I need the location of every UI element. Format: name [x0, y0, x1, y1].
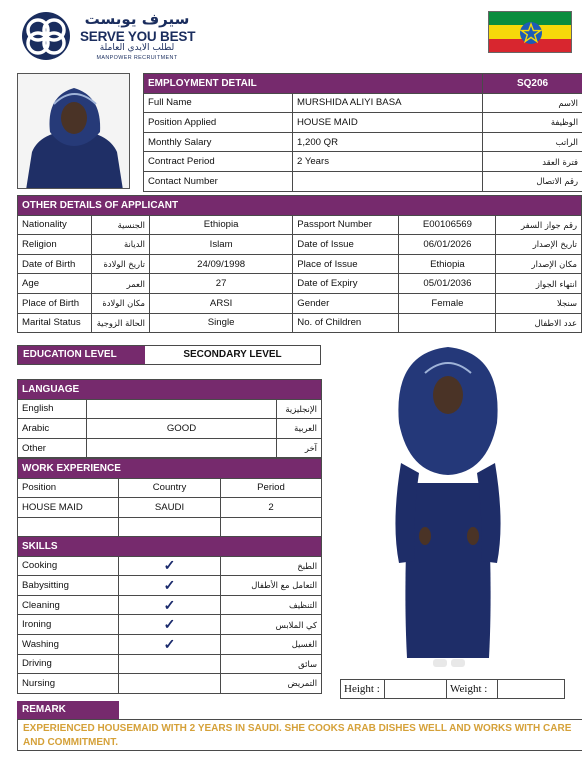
detail-label-arabic: تاريخ الولادة [92, 254, 150, 274]
skills-title: SKILLS [18, 537, 322, 557]
skill-name: Ironing [18, 615, 119, 635]
detail-label: Date of Birth [18, 254, 92, 274]
employment-label-arabic: الوظيفة [483, 113, 582, 133]
skill-check-cell [119, 634, 221, 654]
other-details-table [17, 195, 582, 333]
skill-name-arabic: كي الملابس [221, 615, 322, 635]
language-name: English [18, 399, 87, 419]
detail-label: Passport Number [293, 215, 399, 235]
work-experience-row [18, 517, 322, 537]
skill-name: Cleaning [18, 595, 119, 615]
skill-row [18, 654, 322, 674]
other-details-row [18, 274, 582, 294]
height-weight-row [340, 679, 565, 699]
detail-label-arabic: الجنسية [92, 215, 150, 235]
detail-label-arabic: مكان الإصدار [496, 254, 582, 274]
detail-label: Place of Issue [293, 254, 399, 274]
detail-label-arabic: رقم جواز السفر [496, 215, 582, 235]
applicant-portrait-photo [17, 73, 130, 189]
work-experience-title: WORK EXPERIENCE [18, 459, 322, 479]
employment-label: Full Name [144, 93, 293, 113]
work-country [119, 517, 221, 537]
skill-row [18, 674, 322, 694]
work-header-position: Position [18, 478, 119, 498]
detail-value: Single [149, 313, 292, 333]
detail-label-arabic: العمر [92, 274, 150, 294]
language-name: Other [18, 438, 87, 458]
other-details-row [18, 254, 582, 274]
other-details-row [18, 293, 582, 313]
other-details-row [18, 235, 582, 255]
work-country: SAUDI [119, 498, 221, 518]
skill-name: Babysitting [18, 576, 119, 596]
employment-label-arabic: الاسم [483, 93, 582, 113]
work-experience-row [18, 498, 322, 518]
skill-name-arabic: الغسيل [221, 634, 322, 654]
remark-text: EXPERIENCED HOUSEMAID WITH 2 YEARS IN SAUDI. SHE COOKS ARAB DISHES WELL AND WORKS WITH CARE AND COMMITMENT. [17, 719, 582, 751]
work-position [18, 517, 119, 537]
employment-row [144, 152, 582, 172]
employment-row [144, 171, 582, 191]
employment-value: HOUSE MAID [293, 113, 483, 133]
detail-value: Female [399, 293, 496, 313]
skill-name-arabic: التنظيف [221, 595, 322, 615]
employment-detail-table [143, 73, 582, 192]
detail-label-arabic: عدد الاطفال [496, 313, 582, 333]
other-details-row [18, 215, 582, 235]
checkmark-icon: ✓ [163, 576, 176, 593]
language-row [18, 419, 322, 439]
language-row [18, 438, 322, 458]
detail-label-arabic: سنجلا [496, 293, 582, 313]
language-row [18, 399, 322, 419]
employment-detail-title: EMPLOYMENT DETAIL [144, 74, 483, 94]
skill-row [18, 595, 322, 615]
work-period [221, 517, 322, 537]
skill-check-cell [119, 654, 221, 674]
skill-row [18, 615, 322, 635]
employment-label-arabic: الراتب [483, 132, 582, 152]
skill-row [18, 634, 322, 654]
language-level: GOOD [87, 419, 277, 439]
language-name-arabic: آخر [277, 438, 322, 458]
employment-label: Contact Number [144, 171, 293, 191]
logo-arabic-subtitle: لطلب الايدي العاملة [99, 43, 175, 53]
skill-name-arabic: التمريض [221, 674, 322, 694]
detail-label: Gender [293, 293, 399, 313]
language-name-arabic: العربية [277, 419, 322, 439]
detail-label: Marital Status [18, 313, 92, 333]
skill-check-cell [119, 595, 221, 615]
detail-label-arabic: تاريخ الإصدار [496, 235, 582, 255]
skill-name: Washing [18, 634, 119, 654]
detail-value: Ethiopia [399, 254, 496, 274]
checkmark-icon: ✓ [163, 596, 176, 613]
skills-table [17, 536, 322, 694]
employment-value: 1,200 QR [293, 132, 483, 152]
work-experience-table [17, 458, 322, 537]
detail-label-arabic: انتهاء الجواز [496, 274, 582, 294]
skill-name-arabic: الطبخ [221, 556, 322, 576]
height-label: Height : [341, 680, 385, 698]
remark-title: REMARK [17, 701, 119, 720]
other-details-row [18, 313, 582, 333]
detail-value [399, 313, 496, 333]
employment-label: Position Applied [144, 113, 293, 133]
education-level-label: EDUCATION LEVEL [18, 346, 145, 364]
detail-label: Religion [18, 235, 92, 255]
detail-value: ARSI [149, 293, 292, 313]
detail-value: Islam [149, 235, 292, 255]
work-header-country: Country [119, 478, 221, 498]
work-position: HOUSE MAID [18, 498, 119, 518]
detail-label-arabic: الديانة [92, 235, 150, 255]
checkmark-icon: ✓ [163, 616, 176, 633]
language-name: Arabic [18, 419, 87, 439]
skill-name: Driving [18, 654, 119, 674]
detail-label: Nationality [18, 215, 92, 235]
language-name-arabic: الإنجليزية [277, 399, 322, 419]
logo-tagline: MANPOWER RECRUITMENT [96, 55, 178, 61]
employment-row [144, 132, 582, 152]
detail-value: 24/09/1998 [149, 254, 292, 274]
height-value [385, 680, 447, 698]
skill-name-arabic: سائق [221, 654, 322, 674]
skill-check-cell [119, 674, 221, 694]
employment-value: MURSHIDA ALIYI BASA [293, 93, 483, 113]
applicant-full-body-photo [337, 333, 559, 678]
detail-label: Date of Expiry [293, 274, 399, 294]
work-period: 2 [221, 498, 322, 518]
employment-label: Monthly Salary [144, 132, 293, 152]
detail-value: E00106569 [399, 215, 496, 235]
weight-label: Weight : [447, 680, 498, 698]
detail-label-arabic: الحالة الزوجية [92, 313, 150, 333]
logo-arabic-name: سيرف يوبست [84, 10, 190, 28]
employment-value [293, 171, 483, 191]
language-level [87, 399, 277, 419]
education-level-row [17, 345, 321, 365]
ethiopia-flag [488, 11, 572, 53]
skill-row [18, 556, 322, 576]
other-details-title: OTHER DETAILS OF APPLICANT [18, 196, 582, 216]
skill-row [18, 576, 322, 596]
logo-company-name: SERVE YOU BEST [80, 29, 196, 44]
detail-value: 06/01/2026 [399, 235, 496, 255]
logo-knot-icon [18, 10, 74, 62]
skill-check-cell [119, 615, 221, 635]
skill-name: Nursing [18, 674, 119, 694]
checkmark-icon: ✓ [163, 635, 176, 652]
employment-value: 2 Years [293, 152, 483, 172]
detail-label: Place of Birth [18, 293, 92, 313]
skill-name-arabic: التعامل مع الأطفال [221, 576, 322, 596]
skill-name: Cooking [18, 556, 119, 576]
detail-value: 05/01/2036 [399, 274, 496, 294]
language-level [87, 438, 277, 458]
checkmark-icon: ✓ [163, 557, 176, 574]
detail-label: Age [18, 274, 92, 294]
employment-label-arabic: فترة العقد [483, 152, 582, 172]
language-title: LANGUAGE [18, 380, 322, 400]
language-table [17, 379, 322, 458]
employment-label-arabic: رقم الاتصال [483, 171, 582, 191]
employment-row [144, 113, 582, 133]
detail-value: 27 [149, 274, 292, 294]
detail-value: Ethiopia [149, 215, 292, 235]
skill-check-cell [119, 556, 221, 576]
employment-row [144, 93, 582, 113]
applicant-code: SQ206 [483, 74, 582, 94]
company-logo [18, 10, 196, 62]
detail-label: Date of Issue [293, 235, 399, 255]
skill-check-cell [119, 576, 221, 596]
detail-label-arabic: مكان الولادة [92, 293, 150, 313]
weight-value [498, 680, 564, 698]
employment-label: Contract Period [144, 152, 293, 172]
flag-star-emblem-icon [489, 12, 573, 54]
detail-label: No. of Children [293, 313, 399, 333]
work-header-period: Period [221, 478, 322, 498]
education-level-value: SECONDARY LEVEL [183, 349, 282, 360]
